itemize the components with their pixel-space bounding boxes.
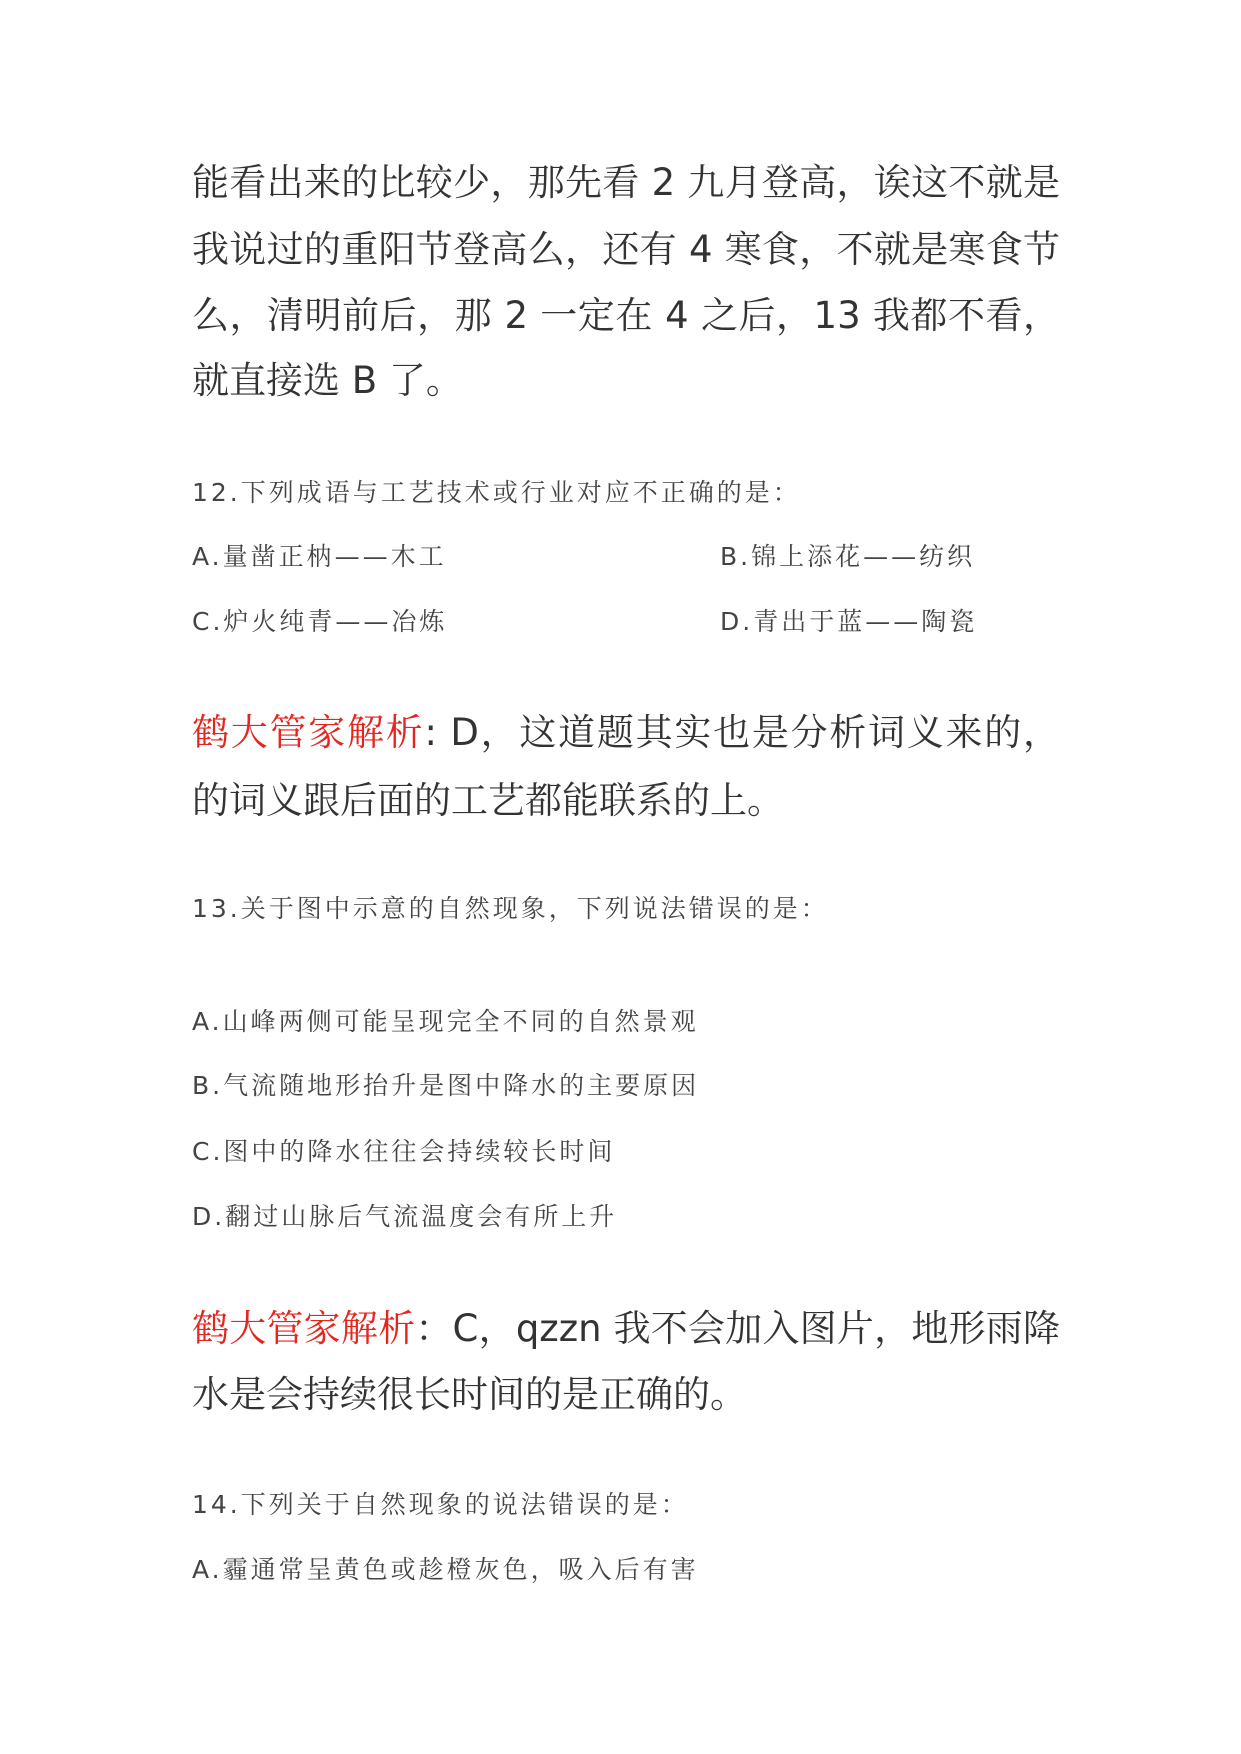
intro-line: 我说过的重阳节登高么，还有 4 寒食，不就是寒食节 xyxy=(192,228,1060,271)
intro-line: 么，清明前后，那 2 一定在 4 之后，13 我都不看， xyxy=(192,294,1060,337)
question-13-option-b: B.气流随地形抬升是图中降水的主要原因 xyxy=(192,1071,700,1100)
analysis-12-line-1 xyxy=(192,708,1060,758)
analysis-label: 鹤大管家解析 xyxy=(192,1307,416,1350)
question-13-option-c: C.图中的降水往往会持续较长时间 xyxy=(192,1137,616,1166)
analysis-text: : D，这道题其实也是分析词义来的， xyxy=(424,711,1060,754)
analysis-13-line-2: 水是会持续很长时间的是正确的。 xyxy=(192,1373,747,1416)
analysis-12-line-2: 的词义跟后面的工艺都能联系的上。 xyxy=(192,779,784,822)
question-12-option-a: A.量凿正枘——木工 xyxy=(192,542,447,571)
analysis-text: ：C，qzzn 我不会加入图片，地形雨降 xyxy=(415,1307,1060,1350)
question-14-option-a: A.霾通常呈黄色或趁橙灰色，吸入后有害 xyxy=(192,1555,699,1584)
question-14-stem: 14.下列关于自然现象的说法错误的是： xyxy=(192,1490,689,1519)
intro-line: 就直接选 B 了。 xyxy=(192,359,463,402)
question-13-option-d: D.翻过山脉后气流温度会有所上升 xyxy=(192,1202,618,1231)
analysis-13-line-1 xyxy=(192,1304,1060,1354)
analysis-label: 鹤大管家解析 xyxy=(192,711,425,754)
question-13-option-a: A.山峰两侧可能呈现完全不同的自然景观 xyxy=(192,1007,699,1036)
question-12-stem: 12.下列成语与工艺技术或行业对应不正确的是： xyxy=(192,478,801,507)
question-12-option-b: B.锦上添花——纺织 xyxy=(720,542,976,571)
question-12-option-c: C.炉火纯青——冶炼 xyxy=(192,607,448,636)
intro-line: 能看出来的比较少，那先看 2 九月登高，诶这不就是 xyxy=(192,161,1060,204)
question-12-option-d: D.青出于蓝——陶瓷 xyxy=(720,607,978,636)
question-13-stem: 13.关于图中示意的自然现象，下列说法错误的是： xyxy=(192,894,829,923)
